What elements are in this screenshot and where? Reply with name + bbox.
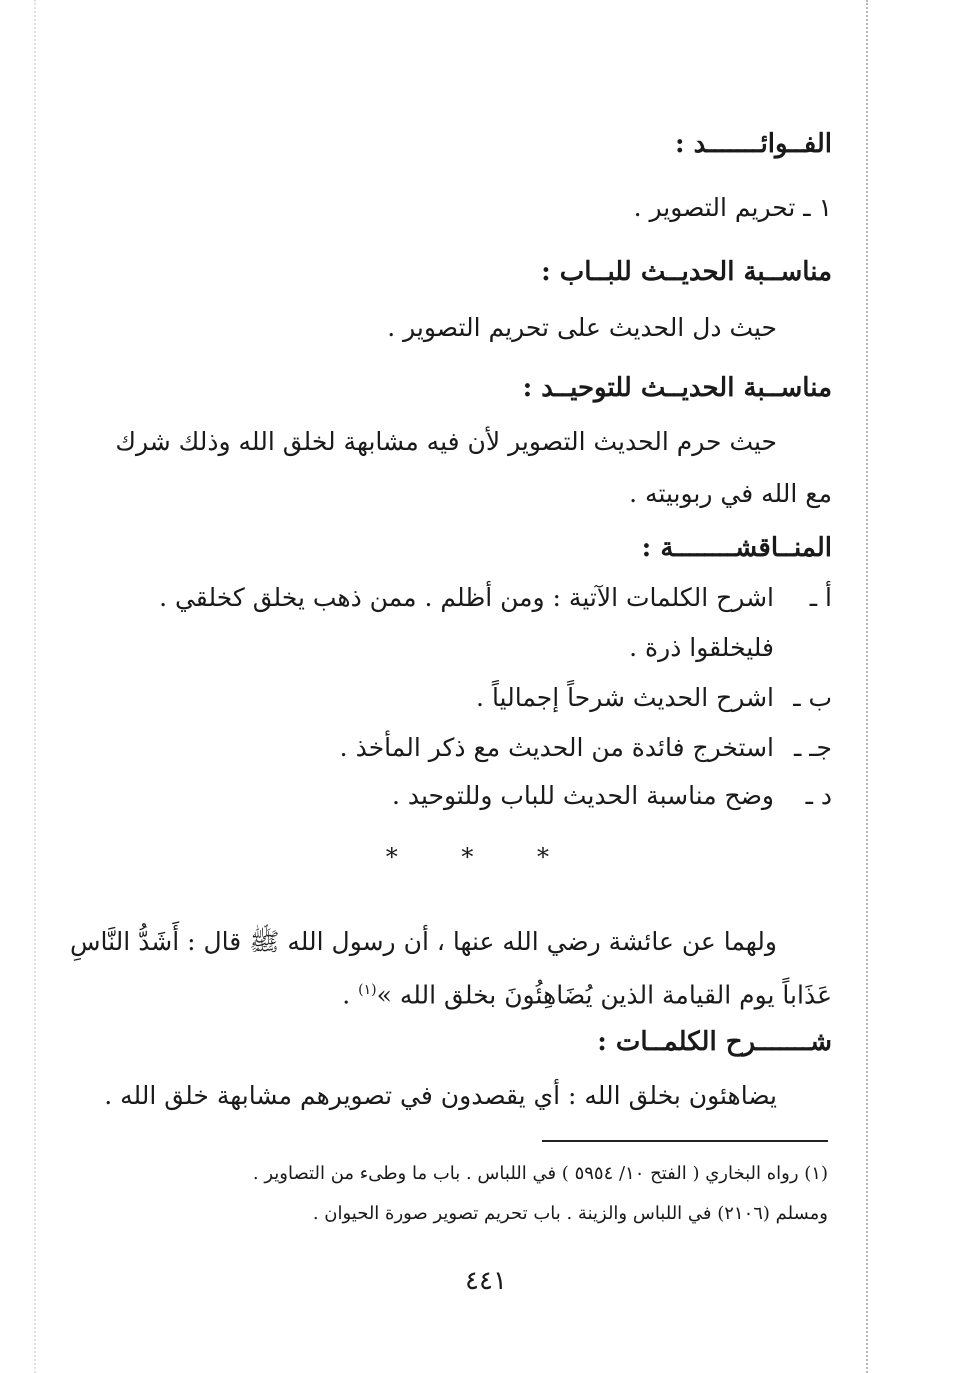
question-a-line-2: فليخلقوا ذرة . [629, 633, 774, 662]
sharh-text: يضاهئون بخلق الله : أي يقصدون في تصويرهم مشابهة خلق الله . [104, 1081, 777, 1110]
footnote-line-2: ومسلم (٢١٠٦) في اللباس والزينة . باب تحريم تصوير صورة الحيوان . [312, 1203, 828, 1224]
question-d-text: وضح مناسبة الحديث للباب وللتوحيد . [391, 781, 774, 810]
scan-edge-right [866, 0, 868, 1373]
scan-edge-left [34, 0, 36, 1373]
question-a-line-1: اشرح الكلمات الآتية : ومن أظلم . ممن ذهب يخلق كخلقي . [159, 583, 774, 612]
question-c-text: استخرج فائدة من الحديث مع ذكر المأخذ . [339, 733, 774, 762]
question-a [159, 580, 832, 616]
munasaba-tawhid-heading: مناســبة الحديــث للتوحيــد : [522, 373, 832, 403]
hadith-line-2-text: عَذَاباً يوم القيامة الذين يُضَاهِئُونَ بخلق الله » [376, 980, 832, 1010]
munasaba-bab-heading: مناســبة الحديــث للبــاب : [541, 257, 832, 287]
munasaba-tawhid-line-1: حيث حرم الحديث التصوير لأن فيه مشابهة لخلق الله وذلك شرك [115, 427, 777, 456]
hadith-line-1: ولهما عن عائشة رضي الله عنها ، أن رسول الله ﷺ قال : أَشَدُّ النَّاسِ [70, 927, 777, 956]
question-c [340, 730, 832, 766]
page-number: ٤٤١ [465, 1266, 507, 1296]
munasaba-bab-text: حيث دل الحديث على تحريم التصوير . [387, 313, 777, 342]
question-d [392, 778, 832, 814]
sharh-heading: شـــــــرح الكلمــات : [597, 1027, 832, 1057]
munasaba-tawhid-line-2: مع الله في ربوبيته . [629, 479, 832, 508]
footnote-line-1: (١) رواه البخاري ( الفتح ١٠/ ٥٩٥٤ ) في اللباس . باب ما وطىء من التصاوير . [252, 1163, 828, 1184]
question-d-letter: د ـ [805, 781, 832, 810]
section-separator: * * * [385, 843, 577, 871]
question-b-letter: ب ـ [793, 683, 832, 712]
question-b-text: اشرح الحديث شرحاً إجمالياً . [476, 683, 774, 712]
fawaid-heading: الفــوائـــــــد : [674, 129, 832, 159]
footnote-rule [542, 1140, 828, 1142]
fawaid-item-1: ١ ـ تحريم التصوير . [633, 193, 832, 222]
munaqasha-heading: المنــاقشــــــــة : [641, 533, 832, 563]
footnote-ref: (١) [358, 982, 377, 998]
hadith-line-2-end: . [342, 980, 359, 1010]
page-body [70, 118, 832, 1318]
hadith-line-2 [342, 972, 832, 1013]
question-c-letter: جـ ـ [793, 733, 832, 762]
question-a-letter: أ ـ [809, 583, 832, 612]
question-b [476, 680, 832, 716]
